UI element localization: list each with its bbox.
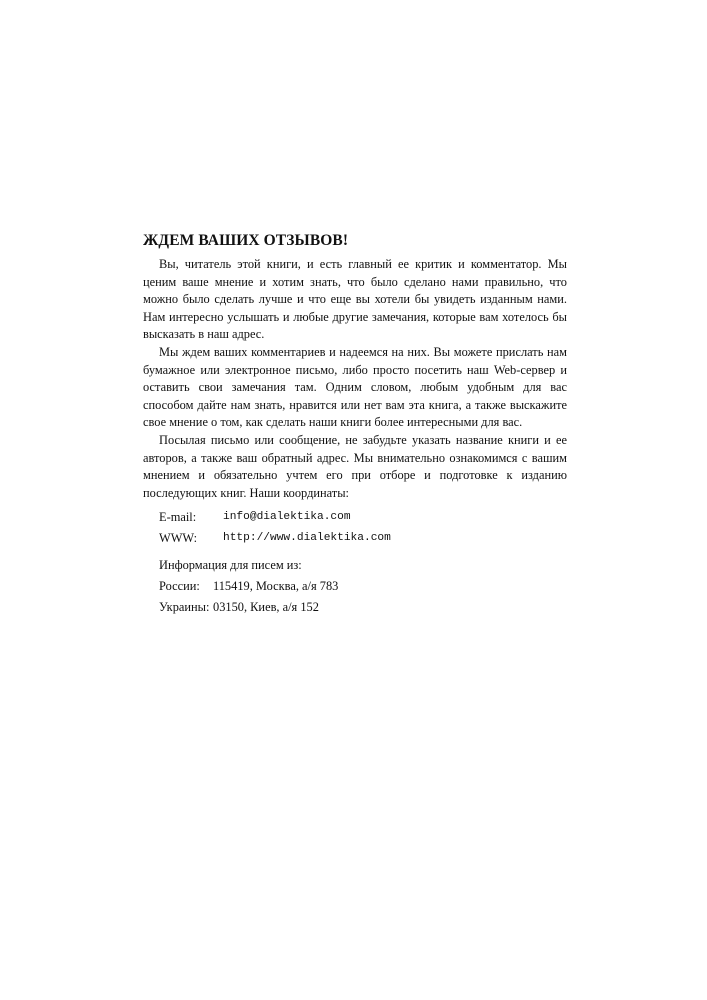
contact-www-row [159, 528, 567, 549]
email-value: info@dialektika.com [223, 511, 351, 524]
address-ukraine-row [159, 597, 567, 618]
www-value: http://www.dialektika.com [223, 532, 391, 545]
paragraph-intro: Вы, читатель этой книги, и есть главный ее критик и комментатор. Мы ценим ваше мнение и хотим знать, что было сделано нами правильно, что можно было сделать лучше и что еще вы хотели бы увидеть изданным нами. Нам интересно услышать и любые другие замечания, которые вам хотелось бы высказать в наш адрес. [143, 257, 567, 342]
mail-info-title: Информация для писем из: [159, 558, 302, 573]
address-russia-row [159, 576, 567, 597]
paragraph-instructions: Посылая письмо или сообщение, не забудьте указать название книги и ее авторов, а также ваш обратный адрес. Мы внимательно ознакомимся с вашим мнением и обязательно учтем его при отборе и подготовке к изданию последующих книг. Наши координаты: [143, 432, 567, 500]
ukraine-address: 03150, Киев, а/я 152 [213, 600, 319, 615]
feedback-section [143, 232, 567, 618]
russia-address: 115419, Москва, а/я 783 [213, 579, 339, 594]
section-heading: ЖДЕМ ВАШИХ ОТЗЫВОВ! [143, 232, 349, 249]
www-label: WWW: [159, 531, 198, 546]
paragraph-comments: Мы ждем ваших комментариев и надеемся на них. Вы можете прислать нам бумажное или электронное письмо, либо просто посетить наш Web-сервер и оставить свои замечания там. Одним словом, любым удобным для вас способом дайте нам знать, нравится или нет вам эта книга, а также выскажите свое мнение о том, как сделать наши книги более интересными для вас. [143, 344, 567, 430]
address-list [143, 576, 567, 618]
contact-list [143, 507, 567, 549]
email-label: E-mail: [159, 510, 197, 525]
contact-email-row [159, 507, 567, 528]
ukraine-label: Украины: [159, 600, 210, 615]
russia-label: России: [159, 579, 200, 594]
